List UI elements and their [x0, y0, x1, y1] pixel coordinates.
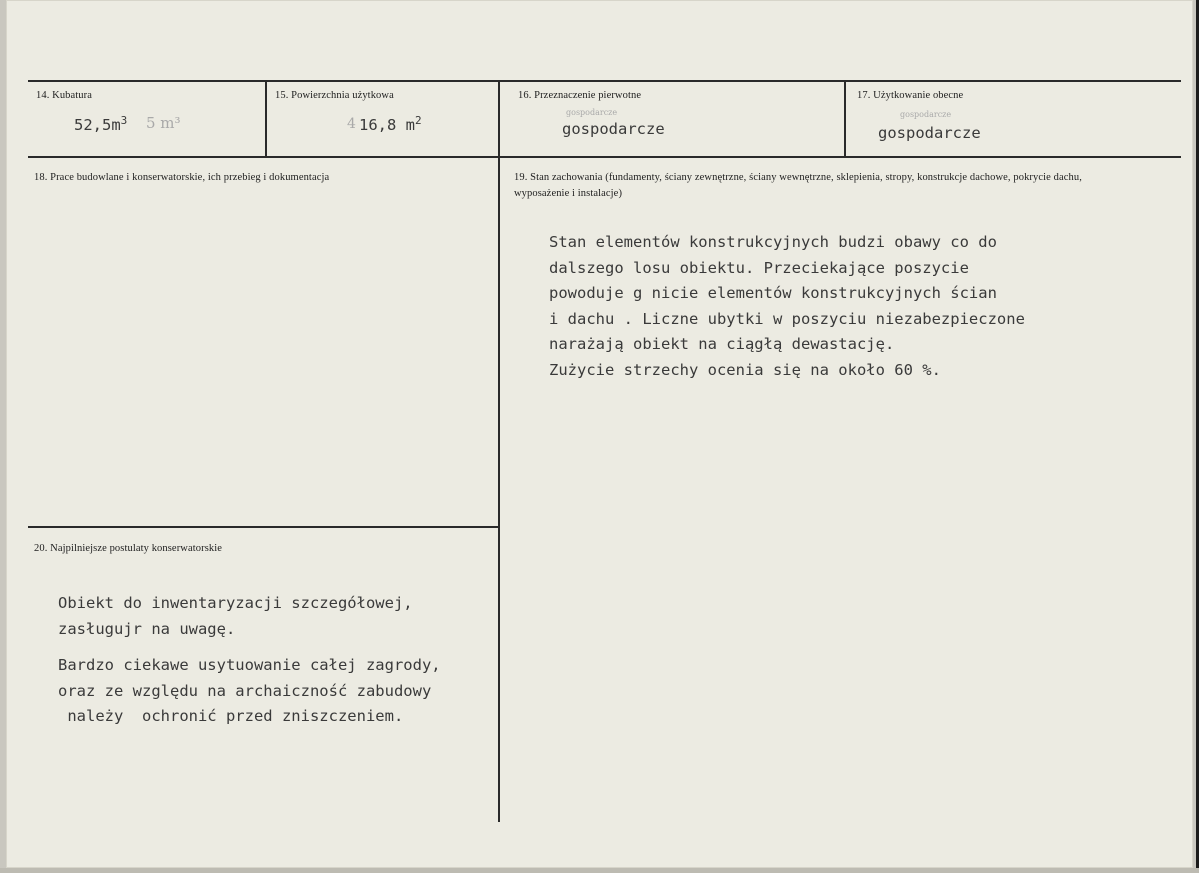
postulaty-line: Bardzo ciekawe usytuowanie całej zagrody, [58, 656, 441, 674]
stan-label: 19. Stan zachowania (fundamenty, ściany zewnętrzne, ściany wewnętrzne, sklepienia, stropy, konstrukcje dachowe, pokrycie dachu, wyposażenie i instalacje) [514, 172, 1082, 199]
kubatura-faint-note: 5 m³ [146, 114, 181, 132]
przeznaczenie-label: 16. Przeznaczenie pierwotne [518, 90, 642, 101]
uzytkowanie-label: 17. Użytkowanie obecne [857, 90, 964, 101]
przeznaczenie-value: gospodarcze [562, 120, 665, 138]
powierzchnia-faint-note: 4 [347, 116, 356, 132]
kubatura-value: $52,5m^3$ [74, 114, 128, 135]
przeznaczenie-faint-note: gospodarcze [566, 108, 618, 117]
stan-line: Zużycie strzechy ocenia się na około 60 %. [549, 360, 941, 379]
inventory-card [6, 0, 1193, 868]
col-divider-1 [265, 80, 267, 158]
stan-line: dalszego losu obiektu. Przeciekające poszycie [549, 258, 969, 277]
powierzchnia-value: 16,8 $m^2$ [359, 114, 422, 135]
stan-line: powoduje g nicie elementów konstrukcyjnych ścian [549, 284, 997, 302]
prace-label: 18. Prace budowlane i konserwatorskie, ich przebieg i dokumentacja [34, 172, 330, 183]
postulaty-line: należy ochronić przed zniszczeniem. [58, 707, 404, 725]
top-rule [28, 80, 1181, 82]
postulaty-line: Obiekt do inwentaryzacji szczegółowej, [58, 594, 413, 612]
postulaty-line: oraz ze względu na archaiczność zabudowy [58, 681, 432, 700]
stan-text [549, 230, 1025, 383]
section-20-rule [28, 526, 500, 528]
powierzchnia-label: 15. Powierzchnia użytkowa [275, 90, 394, 101]
col-divider-3 [844, 80, 846, 158]
uzytkowanie-faint-note: gospodarcze [900, 110, 952, 119]
col-divider-2 [498, 80, 500, 822]
kubatura-label: 14. Kubatura [36, 90, 93, 101]
postulaty-line: zasługujr na uwagę. [58, 619, 236, 638]
row-rule [28, 156, 1181, 158]
uzytkowanie-value: gospodarcze [878, 124, 981, 142]
postulaty-para-1 [58, 591, 413, 642]
postulaty-para-2 [58, 653, 441, 730]
scan-bottom-edge [0, 868, 1199, 873]
postulaty-label: 20. Najpilniejsze postulaty konserwatorskie [34, 543, 223, 554]
stan-line: narażają obiekt na ciągłą dewastację. [549, 335, 895, 353]
stan-line: i dachu . Liczne ubytki w poszyciu niezabezpieczone [549, 309, 1025, 328]
stan-line: Stan elementów konstrukcyjnych budzi obawy co do [549, 233, 997, 251]
